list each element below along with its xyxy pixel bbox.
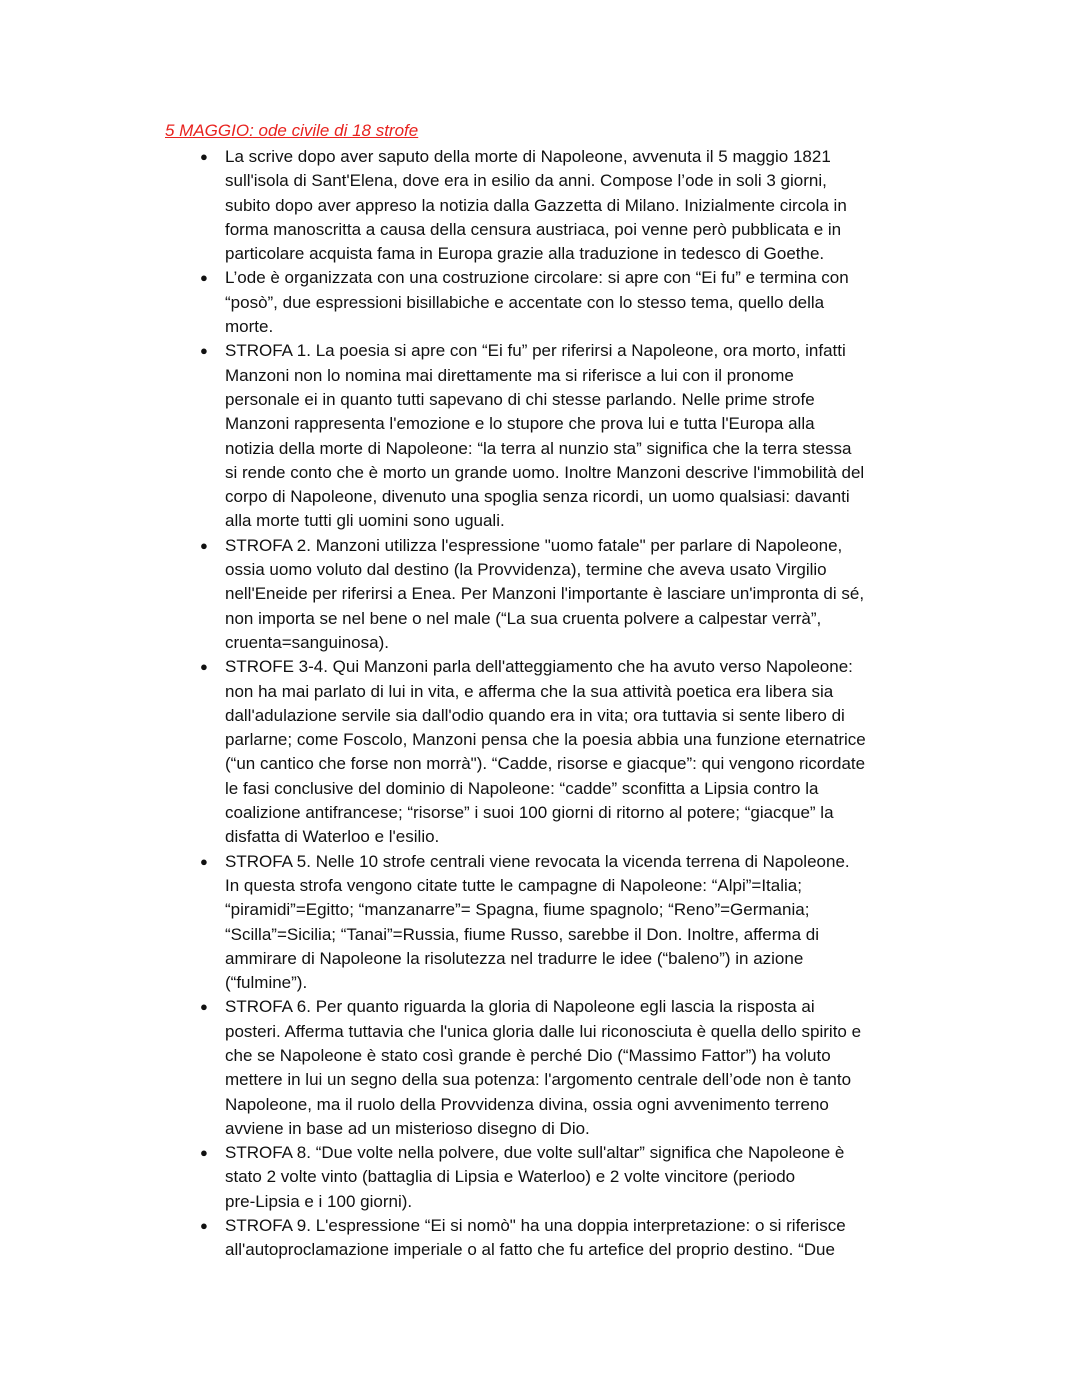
text-line: disfatta di Waterloo e l'esilio. (225, 827, 440, 847)
text-line: STROFA 6. Per quanto riguarda la gloria di Napoleone egli lascia la risposta ai (225, 997, 815, 1017)
text-line: pre-Lipsia e i 100 giorni). (225, 1191, 413, 1211)
text-line: In questa strofa vengono citate tutte le campagne di Napoleone: “Alpi”=Italia; (225, 875, 802, 895)
text-line: le fasi conclusive del dominio di Napoleone: “cadde” sconfitta a Lipsia contro la (225, 778, 819, 798)
text-line: parlarne; come Foscolo, Manzoni pensa che la poesia abbia una funzione eternatrice (225, 730, 866, 750)
text-line: corpo di Napoleone, divenuto una spoglia senza ricordi, un uomo qualsiasi: davanti (225, 487, 850, 507)
text-line: subito dopo aver appreso la notizia dalla Gazzetta di Milano. Inizialmente circola in (225, 195, 847, 215)
bullet-icon: ● (200, 1218, 208, 1234)
text-line: STROFA 1. La poesia si apre con “Ei fu” per riferirsi a Napoleone, ora morto, infatti (225, 341, 846, 361)
text-line: STROFA 2. Manzoni utilizza l'espressione "uomo fatale" per parlare di Napoleone, (225, 535, 843, 555)
list-item (200, 655, 920, 849)
text-line: (“un cantico che forse non morrà"). “Cadde, risorse e giacque”: qui vengono ricordate (225, 754, 866, 774)
text-line: Napoleone, ma il ruolo della Provvidenza divina, ossia ogni avvenimento terreno (225, 1094, 829, 1114)
list-item (200, 995, 920, 1141)
text-line: (“fulmine”). (225, 973, 308, 993)
text-line: “posò”, due espressioni bisillabiche e accentate con lo stesso tema, quello della (225, 292, 825, 312)
bullet-icon: ● (200, 149, 208, 164)
list-item (200, 1141, 920, 1214)
text-line: cruenta=sanguinosa). (225, 632, 389, 652)
text-line: nell'Eneide per riferirsi a Enea. Per Manzoni l'importante è lasciare un'impronta di sé, (225, 584, 865, 604)
text-line: all'autoproclamazione imperiale o al fatto che fu artefice del proprio destino. “Due (225, 1240, 835, 1260)
text-line: notizia della morte di Napoleone: “la terra al nunzio sta” significa che la terra stessa (225, 438, 852, 458)
text-line: coalizione antifrancese; “risorse” i suoi 100 giorni di ritorno al potere; “giacque” la (225, 803, 834, 823)
text-line: particolare acquista fama in Europa grazie alla traduzione in tedesco di Goethe. (225, 244, 825, 264)
bullet-icon: ● (200, 659, 208, 675)
text-line: STROFA 8. “Due volte nella polvere, due volte sull'altar” significa che Napoleone è (225, 1143, 845, 1163)
text-line: forma manoscritta a causa della censura austriaca, poi venne però pubblicata e in (225, 219, 842, 239)
text-line: STROFA 9. L'espressione “Ei si nomò" ha una doppia interpretazione: o si riferisce (225, 1216, 846, 1236)
text-line: dall'adulazione servile sia dall'odio quando era in vita; ora tuttavia si sente libero di (225, 705, 845, 725)
text-line: mettere in lui un segno della sua potenza: l'argomento centrale dell’ode non è tanto (225, 1070, 852, 1090)
text-line: che se Napoleone è stato così grande è perché Dio (“Massimo Fattor”) ha voluto (225, 1045, 831, 1065)
text-line: “Scilla”=Sicilia; “Tanai”=Russia, fiume Russo, sarebbe il Don. Inoltre, afferma di (225, 924, 819, 944)
text-line: avviene in base ad un misterioso disegno di Dio. (225, 1118, 590, 1138)
section-title: 5 MAGGIO: ode civile di 18 strofe (165, 121, 419, 140)
text-line: Manzoni non lo nomina mai direttamente ma si riferisce a lui con il pronome (225, 365, 794, 385)
text-line: Manzoni rappresenta l'emozione e lo stupore che prova lui e tutta l'Europa alla (225, 414, 815, 434)
text-line: personale ei in quanto tutti sapevano di chi stesse parlando. Nelle prime strofe (225, 389, 815, 409)
text-line: si rende conto che è morto un grande uomo. Inoltre Manzoni descrive l'immobilità del (225, 462, 865, 482)
list-item (200, 266, 920, 339)
text-line: sull'isola di Sant'Elena, dove era in esilio da anni. Compose l’ode in soli 3 giorni, (225, 171, 827, 191)
bullet-list (200, 145, 920, 1263)
text-line: non ha mai parlato di lui in vita, e afferma che la sua attività poetica era libera sia (225, 681, 834, 701)
bullet-icon: ● (200, 270, 208, 286)
bullet-icon: ● (200, 853, 208, 869)
list-item (200, 339, 920, 533)
text-line: La scrive dopo aver saputo della morte di Napoleone, avvenuta il 5 maggio 1821 (225, 147, 831, 166)
text-line: alla morte tutti gli uomini sono uguali. (225, 511, 505, 531)
text-line: “piramidi”=Egitto; “manzanarre”= Spagna, fiume spagnolo; “Reno”=Germania; (225, 900, 810, 920)
list-item (200, 534, 920, 655)
bullet-icon: ● (200, 537, 208, 553)
text-line: STROFA 5. Nelle 10 strofe centrali viene revocata la vicenda terrena di Napoleone. (225, 851, 850, 871)
text-line: morte. (225, 317, 274, 337)
text-line: posteri. Afferma tuttavia che l'unica gloria dalle lui riconosciuta è quella dello spirito e (225, 1021, 862, 1041)
bullet-icon: ● (200, 343, 208, 359)
list-item (200, 145, 920, 266)
text-line: L’ode è organizzata con una costruzione circolare: si apre con “Ei fu” e termina con (225, 268, 849, 288)
list-item (200, 850, 920, 996)
bullet-icon: ● (200, 1145, 208, 1161)
text-line: non importa se nel bene o nel male (“La sua cruenta polvere a calpestar verrà”, (225, 608, 822, 628)
text-line: stato 2 volte vinto (battaglia di Lipsia e Waterloo) e 2 volte vincitore (periodo (225, 1167, 796, 1187)
text-line: ammirare di Napoleone la risolutezza nel tradurre le idee (“baleno”) in azione (225, 948, 804, 968)
text-line: STROFE 3-4. Qui Manzoni parla dell'atteggiamento che ha avuto verso Napoleone: (225, 657, 853, 677)
text-line: ossia uomo voluto dal destino (la Provvidenza), termine che aveva usato Virgilio (225, 560, 827, 580)
list-item (200, 1214, 920, 1263)
bullet-icon: ● (200, 999, 208, 1015)
